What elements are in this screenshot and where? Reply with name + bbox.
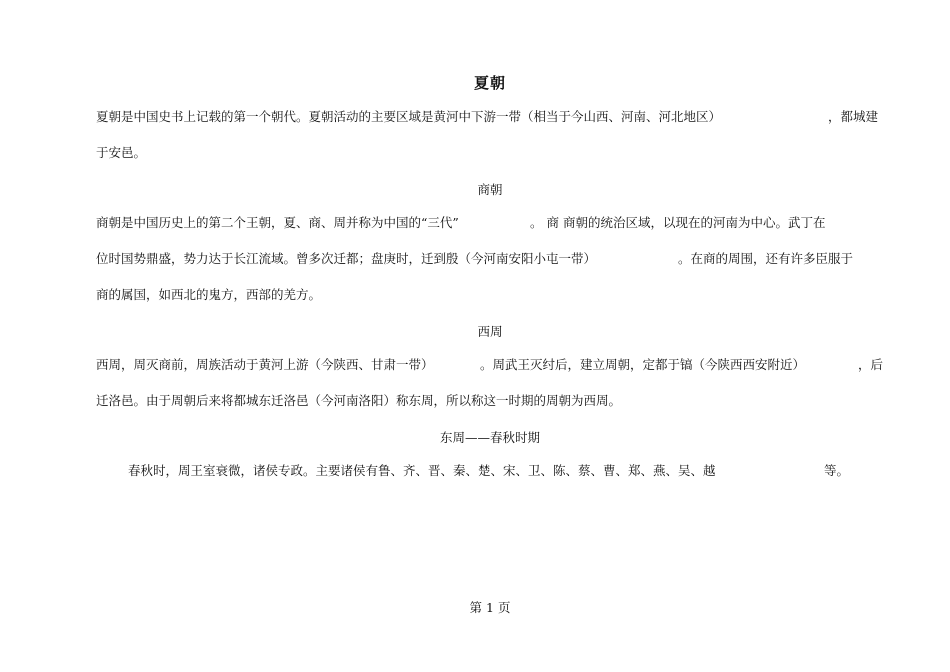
shang-paragraph-line-3: 商的属国，如西北的鬼方，西部的羌方。 <box>96 287 322 302</box>
shang-heading: 商朝 <box>477 182 503 197</box>
xia-paragraph-line-2: 于安邑。 <box>96 145 147 160</box>
shang-paragraph-line-1-end: 。 商 商朝的统治区域，以现在的河南为中心。武丁在 <box>530 215 826 230</box>
western-zhou-line-2: 迁洛邑。由于周朝后来将都城东迁洛邑（今河南洛阳）称东周，所以称这一时期的周朝为西周。 <box>96 393 622 408</box>
xia-paragraph-line-1-end: ，都城建 <box>828 109 879 124</box>
spring-autumn-line-1-end: 等。 <box>824 463 850 478</box>
western-zhou-heading: 西周 <box>477 324 503 339</box>
shang-paragraph-line-2-end: 。在商的周围，还有许多臣服于 <box>678 251 854 266</box>
western-zhou-line-1: 西周，周灭商前，周族活动于黄河上游（今陕西、甘肃一带） <box>96 357 434 372</box>
xia-paragraph-line-1: 夏朝是中国史书上记载的第一个朝代。夏朝活动的主要区域是黄河中下游一带（相当于今山西、河南、河北地区） <box>96 109 722 124</box>
spring-autumn-line-1: 春秋时，周王室衰微，诸侯专政。主要诸侯有鲁、齐、晋、秦、楚、宋、卫、陈、蔡、曹、郑、燕、吴、越 <box>128 463 716 478</box>
page-number: 第 1 页 <box>469 600 511 615</box>
shang-paragraph-line-1: 商朝是中国历史上的第二个王朝，夏、商、周并称为中国的“三代” <box>96 215 459 230</box>
shang-paragraph-line-2: 位时国势鼎盛，势力达于长江流域。曾多次迁都；盘庚时，迁到殷（今河南安阳小屯一带） <box>96 251 597 266</box>
spring-autumn-heading: 东周——春秋时期 <box>439 430 540 445</box>
document-title: 夏朝 <box>473 74 506 92</box>
western-zhou-line-1-end: ，后 <box>858 357 884 372</box>
western-zhou-line-1-mid: 。周武王灭纣后，建立周朝，定都于镐（今陕西西安附近） <box>480 357 806 372</box>
